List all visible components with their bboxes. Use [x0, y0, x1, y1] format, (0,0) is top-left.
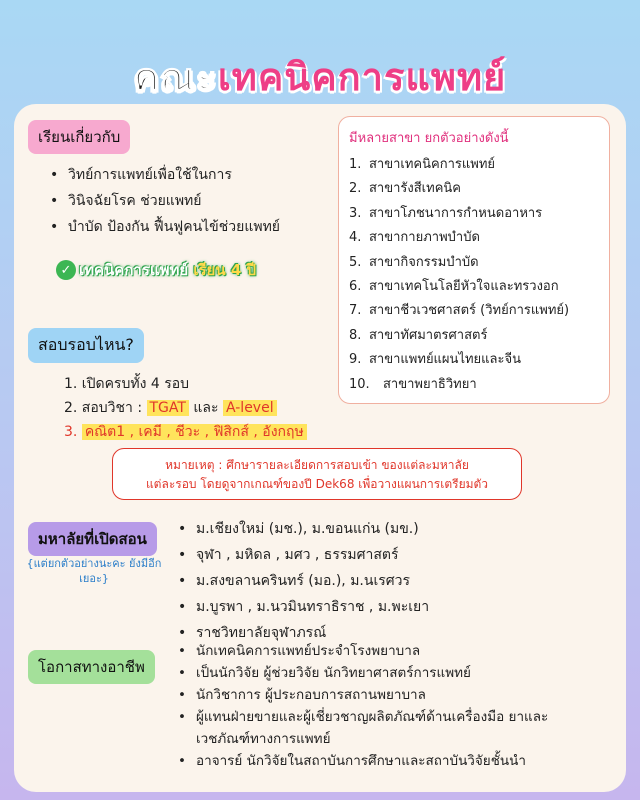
careers-label: โอกาสทางอาชีพ	[28, 650, 155, 684]
exam-list	[64, 372, 307, 444]
careers-list	[178, 640, 548, 772]
title-part-medtech: เทคนิคการแพทย์	[217, 55, 507, 99]
list-item: 2. สาขารังสีเทคนิค	[349, 181, 461, 197]
list-item: เวชภัณฑ์ทางการแพทย์	[196, 731, 331, 747]
list-item: 3. คณิต1 , เคมี , ชีวะ , ฟิสิกส์ , อังกฤษ	[64, 420, 307, 444]
list-item: • ม.เชียงใหม่ (มช.), ม.ขอนแก่น (มข.)	[178, 516, 429, 542]
list-item: 7. สาขาชีวเวชศาสตร์ (วิทย์การแพทย์)	[349, 303, 570, 319]
list-item: • จุฬา , มหิดล , มศว , ธรรมศาสตร์	[178, 542, 429, 568]
page-title	[0, 46, 640, 107]
list-item: 1. เปิดครบทั้ง 4 รอบ	[64, 376, 190, 392]
list-item: • ราชวิทยาลัยจุฬาภรณ์	[178, 620, 429, 646]
list-item: 1. สาขาเทคนิคการแพทย์	[349, 157, 496, 172]
study-years: เรียน 4 ปี	[193, 261, 257, 279]
exam-label: สอบรอบไหน?	[28, 328, 144, 363]
universities-note: {แต่ยกตัวอย่างนะคะ ยังมีอีกเยอะ}	[26, 557, 162, 585]
universities-label: มหาลัยที่เปิดสอน	[28, 522, 157, 556]
list-item: • ผู้แทนฝ่ายขายและผู้เชี่ยวชาญผลิตภัณฑ์ด้านเครื่องมือ ยาและ	[178, 706, 548, 728]
list-item: • ม.บูรพา , ม.นวมินทราธิราช , ม.พะเยา	[178, 594, 429, 620]
note-line-2: แต่ละรอบ โดยดูจากเกณฑ์ของปี Dek68 เพื่อวางแผนการเตรียมตัว	[145, 477, 489, 491]
tgat-tag: TGAT	[147, 400, 189, 416]
list-item: 5. สาขากิจกรรมบำบัด	[349, 254, 479, 270]
list-item: 10. สาขาพยาธิวิทยา	[349, 376, 477, 392]
list-item: • อาจารย์ นักวิจัยในสถาบันการศึกษาและสถาบันวิจัยชั้นนำ	[178, 750, 548, 772]
study-field: เทคนิคการแพทย์	[79, 261, 189, 279]
list-item: • เป็นนักวิจัย ผู้ช่วยวิจัย นักวิทยาศาสตร์การแพทย์	[178, 662, 548, 684]
list-item: 4. สาขากายภาพบำบัด	[349, 230, 480, 246]
branches-heading: มีหลายสาขา ยกตัวอย่างดังนี้	[349, 131, 509, 146]
list-item: 8. สาขาทัศมาตรศาสตร์	[349, 327, 488, 343]
alevel-tag: A-level	[223, 400, 277, 416]
list-item: 2. สอบวิชา : TGAT และ A-level	[64, 396, 307, 420]
branches-box	[338, 116, 610, 404]
about-list	[50, 162, 280, 240]
list-item: • วินิจฉัยโรค ช่วยแพทย์	[50, 188, 280, 214]
exam-note	[112, 448, 522, 500]
list-item: 3. สาขาโภชนาการกำหนดอาหาร	[349, 205, 543, 221]
study-duration-badge	[56, 258, 256, 282]
list-item: • บำบัด ป้องกัน ฟื้นฟูคนไข้ช่วยแพทย์	[50, 214, 280, 240]
list-item: 9. สาขาแพทย์แผนไทยและจีน	[349, 352, 521, 368]
list-item: • นักเทคนิคการแพทย์ประจำโรงพยาบาล	[178, 640, 548, 662]
branches-list	[349, 153, 569, 397]
title-part-faculty: คณะ	[133, 55, 218, 99]
subjects-tag: คณิต1 , เคมี , ชีวะ , ฟิสิกส์ , อังกฤษ	[82, 424, 307, 440]
list-item: • ม.สงขลานครินทร์ (มอ.), ม.นเรศวร	[178, 568, 429, 594]
universities-list	[178, 516, 429, 646]
check-circle-icon: ✓	[56, 260, 76, 280]
list-item: • นักวิชาการ ผู้ประกอบการสถานพยาบาล	[178, 684, 548, 706]
list-item: • วิทย์การแพทย์เพื่อใช้ในการ	[50, 162, 280, 188]
about-label: เรียนเกี่ยวกับ	[28, 120, 130, 154]
note-line-1: หมายเหตุ : ศึกษารายละเอียดการสอบเข้า ของแต่ละมหาลัย	[165, 458, 469, 472]
list-item: 6. สาขาเทคโนโลยีหัวใจและทรวงอก	[349, 279, 559, 295]
